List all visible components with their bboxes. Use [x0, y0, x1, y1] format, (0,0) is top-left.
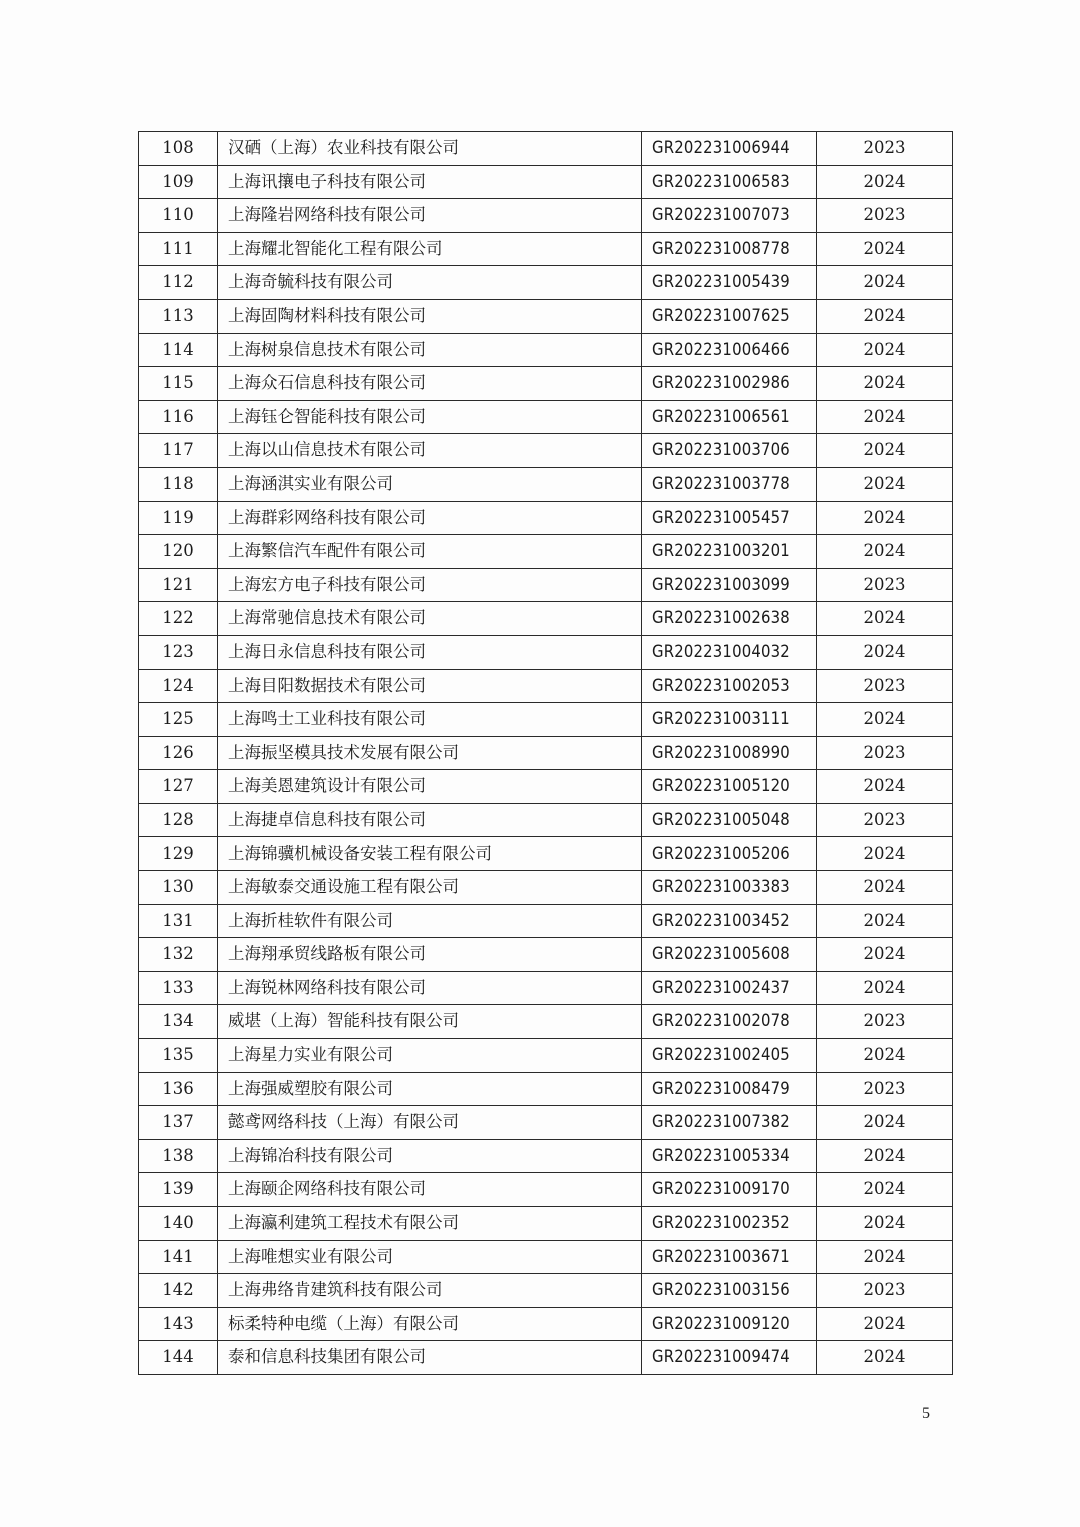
row-number-cell: 115	[139, 367, 218, 401]
year-cell: 2024	[817, 1240, 953, 1274]
company-name-cell: 上海锐林网络科技有限公司	[218, 971, 642, 1005]
company-name-cell: 上海唯想实业有限公司	[218, 1240, 642, 1274]
year-cell: 2024	[817, 434, 953, 468]
year-cell: 2024	[817, 1341, 953, 1375]
row-number-cell: 135	[139, 1039, 218, 1073]
row-number-cell: 137	[139, 1106, 218, 1140]
certificate-code-cell: GR202231003111	[642, 703, 817, 737]
company-name-cell: 上海奇毓科技有限公司	[218, 266, 642, 300]
table-row	[139, 501, 953, 535]
table-row	[139, 400, 953, 434]
company-name-cell: 上海星力实业有限公司	[218, 1039, 642, 1073]
table-row	[139, 434, 953, 468]
certificate-code-cell: GR202231003671	[642, 1240, 817, 1274]
table-row	[139, 871, 953, 905]
row-number-cell: 110	[139, 199, 218, 233]
year-cell: 2023	[817, 199, 953, 233]
certificate-code-cell: GR202231007625	[642, 299, 817, 333]
company-name-cell: 上海钰仑智能科技有限公司	[218, 400, 642, 434]
company-name-cell: 上海鸣士工业科技有限公司	[218, 703, 642, 737]
row-number-cell: 118	[139, 467, 218, 501]
company-name-cell: 上海宏方电子科技有限公司	[218, 568, 642, 602]
row-number-cell: 143	[139, 1307, 218, 1341]
row-number-cell: 121	[139, 568, 218, 602]
row-number-cell: 131	[139, 904, 218, 938]
certificate-code-cell: GR202231007382	[642, 1106, 817, 1140]
row-number-cell: 120	[139, 535, 218, 569]
certificate-code-cell: GR202231008990	[642, 736, 817, 770]
year-cell: 2024	[817, 1173, 953, 1207]
row-number-cell: 130	[139, 871, 218, 905]
year-cell: 2024	[817, 1207, 953, 1241]
table-row	[139, 1274, 953, 1308]
company-table-container	[138, 131, 930, 1375]
year-cell: 2023	[817, 1072, 953, 1106]
certificate-code-cell: GR202231008778	[642, 232, 817, 266]
row-number-cell: 133	[139, 971, 218, 1005]
row-number-cell: 134	[139, 1005, 218, 1039]
certificate-code-cell: GR202231006944	[642, 132, 817, 166]
year-cell: 2024	[817, 770, 953, 804]
row-number-cell: 132	[139, 938, 218, 972]
company-name-cell: 上海美恩建筑设计有限公司	[218, 770, 642, 804]
year-cell: 2023	[817, 1005, 953, 1039]
row-number-cell: 136	[139, 1072, 218, 1106]
certificate-code-cell: GR202231002437	[642, 971, 817, 1005]
year-cell: 2024	[817, 467, 953, 501]
company-name-cell: 上海锦冶科技有限公司	[218, 1139, 642, 1173]
year-cell: 2023	[817, 568, 953, 602]
certificate-code-cell: GR202231009474	[642, 1341, 817, 1375]
year-cell: 2024	[817, 602, 953, 636]
year-cell: 2024	[817, 1106, 953, 1140]
table-row	[139, 1341, 953, 1375]
company-name-cell: 上海强威塑胶有限公司	[218, 1072, 642, 1106]
year-cell: 2024	[817, 266, 953, 300]
company-name-cell: 上海弗络肯建筑科技有限公司	[218, 1274, 642, 1308]
table-row	[139, 568, 953, 602]
year-cell: 2024	[817, 635, 953, 669]
table-row	[139, 535, 953, 569]
certificate-code-cell: GR202231008479	[642, 1072, 817, 1106]
row-number-cell: 113	[139, 299, 218, 333]
company-name-cell: 上海敏泰交通设施工程有限公司	[218, 871, 642, 905]
certificate-code-cell: GR202231005457	[642, 501, 817, 535]
year-cell: 2024	[817, 703, 953, 737]
year-cell: 2024	[817, 938, 953, 972]
row-number-cell: 109	[139, 165, 218, 199]
certificate-code-cell: GR202231003383	[642, 871, 817, 905]
table-row	[139, 199, 953, 233]
row-number-cell: 124	[139, 669, 218, 703]
company-name-cell: 上海锦骥机械设备安装工程有限公司	[218, 837, 642, 871]
year-cell: 2024	[817, 165, 953, 199]
company-name-cell: 上海涵淇实业有限公司	[218, 467, 642, 501]
certificate-code-cell: GR202231005120	[642, 770, 817, 804]
row-number-cell: 122	[139, 602, 218, 636]
row-number-cell: 112	[139, 266, 218, 300]
company-name-cell: 上海以山信息技术有限公司	[218, 434, 642, 468]
table-row	[139, 1005, 953, 1039]
company-name-cell: 上海固陶材料科技有限公司	[218, 299, 642, 333]
company-name-cell: 上海瀛利建筑工程技术有限公司	[218, 1207, 642, 1241]
certificate-code-cell: GR202231006466	[642, 333, 817, 367]
year-cell: 2023	[817, 1274, 953, 1308]
certificate-code-cell: GR202231006583	[642, 165, 817, 199]
company-name-cell: 上海捷卓信息科技有限公司	[218, 803, 642, 837]
company-name-cell: 上海折桂软件有限公司	[218, 904, 642, 938]
certificate-code-cell: GR202231003706	[642, 434, 817, 468]
year-cell: 2024	[817, 971, 953, 1005]
row-number-cell: 117	[139, 434, 218, 468]
company-name-cell: 上海常驰信息技术有限公司	[218, 602, 642, 636]
certificate-code-cell: GR202231003778	[642, 467, 817, 501]
year-cell: 2024	[817, 1139, 953, 1173]
certificate-code-cell: GR202231004032	[642, 635, 817, 669]
year-cell: 2024	[817, 400, 953, 434]
year-cell: 2024	[817, 333, 953, 367]
table-row	[139, 602, 953, 636]
company-name-cell: 上海讯攘电子科技有限公司	[218, 165, 642, 199]
certificate-code-cell: GR202231002986	[642, 367, 817, 401]
certificate-code-cell: GR202231005439	[642, 266, 817, 300]
table-row	[139, 736, 953, 770]
year-cell: 2024	[817, 904, 953, 938]
company-name-cell: 懿鸢网络科技（上海）有限公司	[218, 1106, 642, 1140]
table-row	[139, 132, 953, 166]
row-number-cell: 127	[139, 770, 218, 804]
certificate-code-cell: GR202231003099	[642, 568, 817, 602]
table-row	[139, 1173, 953, 1207]
row-number-cell: 108	[139, 132, 218, 166]
certificate-code-cell: GR202231003201	[642, 535, 817, 569]
company-name-cell: 上海目阳数据技术有限公司	[218, 669, 642, 703]
year-cell: 2024	[817, 1307, 953, 1341]
year-cell: 2024	[817, 299, 953, 333]
row-number-cell: 138	[139, 1139, 218, 1173]
table-row	[139, 1106, 953, 1140]
year-cell: 2023	[817, 669, 953, 703]
certificate-code-cell: GR202231003156	[642, 1274, 817, 1308]
certificate-code-cell: GR202231002405	[642, 1039, 817, 1073]
company-name-cell: 上海众石信息科技有限公司	[218, 367, 642, 401]
certificate-code-cell: GR202231002638	[642, 602, 817, 636]
table-row	[139, 367, 953, 401]
certificate-code-cell: GR202231005206	[642, 837, 817, 871]
row-number-cell: 125	[139, 703, 218, 737]
company-name-cell: 威堪（上海）智能科技有限公司	[218, 1005, 642, 1039]
row-number-cell: 119	[139, 501, 218, 535]
certificate-code-cell: GR202231005048	[642, 803, 817, 837]
table-row	[139, 1307, 953, 1341]
table-row	[139, 266, 953, 300]
company-name-cell: 上海日永信息科技有限公司	[218, 635, 642, 669]
year-cell: 2023	[817, 803, 953, 837]
table-row	[139, 635, 953, 669]
year-cell: 2024	[817, 871, 953, 905]
table-row	[139, 1240, 953, 1274]
table-row	[139, 803, 953, 837]
certificate-code-cell: GR202231002053	[642, 669, 817, 703]
company-table-body	[139, 132, 953, 1375]
row-number-cell: 142	[139, 1274, 218, 1308]
row-number-cell: 111	[139, 232, 218, 266]
table-row	[139, 770, 953, 804]
table-row	[139, 299, 953, 333]
company-name-cell: 上海耀北智能化工程有限公司	[218, 232, 642, 266]
year-cell: 2024	[817, 535, 953, 569]
certificate-code-cell: GR202231006561	[642, 400, 817, 434]
table-row	[139, 467, 953, 501]
row-number-cell: 129	[139, 837, 218, 871]
certificate-code-cell: GR202231007073	[642, 199, 817, 233]
year-cell: 2024	[817, 232, 953, 266]
table-row	[139, 1207, 953, 1241]
table-row	[139, 333, 953, 367]
year-cell: 2024	[817, 837, 953, 871]
certificate-code-cell: GR202231003452	[642, 904, 817, 938]
table-row	[139, 837, 953, 871]
company-name-cell: 上海树泉信息技术有限公司	[218, 333, 642, 367]
table-row	[139, 904, 953, 938]
company-name-cell: 上海群彩网络科技有限公司	[218, 501, 642, 535]
table-row	[139, 232, 953, 266]
table-row	[139, 938, 953, 972]
certificate-code-cell: GR202231005334	[642, 1139, 817, 1173]
certificate-code-cell: GR202231002078	[642, 1005, 817, 1039]
row-number-cell: 126	[139, 736, 218, 770]
company-name-cell: 汉硒（上海）农业科技有限公司	[218, 132, 642, 166]
certificate-code-cell: GR202231009120	[642, 1307, 817, 1341]
year-cell: 2024	[817, 501, 953, 535]
year-cell: 2024	[817, 367, 953, 401]
certificate-code-cell: GR202231005608	[642, 938, 817, 972]
row-number-cell: 144	[139, 1341, 218, 1375]
row-number-cell: 114	[139, 333, 218, 367]
page-number: 5	[922, 1405, 930, 1422]
row-number-cell: 128	[139, 803, 218, 837]
company-name-cell: 上海繁信汽车配件有限公司	[218, 535, 642, 569]
company-name-cell: 上海颐企网络科技有限公司	[218, 1173, 642, 1207]
year-cell: 2024	[817, 1039, 953, 1073]
company-name-cell: 上海翔承贸线路板有限公司	[218, 938, 642, 972]
company-name-cell: 标柔特种电缆（上海）有限公司	[218, 1307, 642, 1341]
company-name-cell: 上海振坚模具技术发展有限公司	[218, 736, 642, 770]
year-cell: 2023	[817, 132, 953, 166]
row-number-cell: 140	[139, 1207, 218, 1241]
table-row	[139, 669, 953, 703]
table-row	[139, 165, 953, 199]
table-row	[139, 1072, 953, 1106]
row-number-cell: 123	[139, 635, 218, 669]
certificate-code-cell: GR202231009170	[642, 1173, 817, 1207]
table-row	[139, 1039, 953, 1073]
table-row	[139, 971, 953, 1005]
row-number-cell: 139	[139, 1173, 218, 1207]
row-number-cell: 141	[139, 1240, 218, 1274]
year-cell: 2023	[817, 736, 953, 770]
company-name-cell: 泰和信息科技集团有限公司	[218, 1341, 642, 1375]
table-row	[139, 1139, 953, 1173]
company-table	[138, 131, 953, 1375]
row-number-cell: 116	[139, 400, 218, 434]
table-row	[139, 703, 953, 737]
company-name-cell: 上海隆岩网络科技有限公司	[218, 199, 642, 233]
certificate-code-cell: GR202231002352	[642, 1207, 817, 1241]
